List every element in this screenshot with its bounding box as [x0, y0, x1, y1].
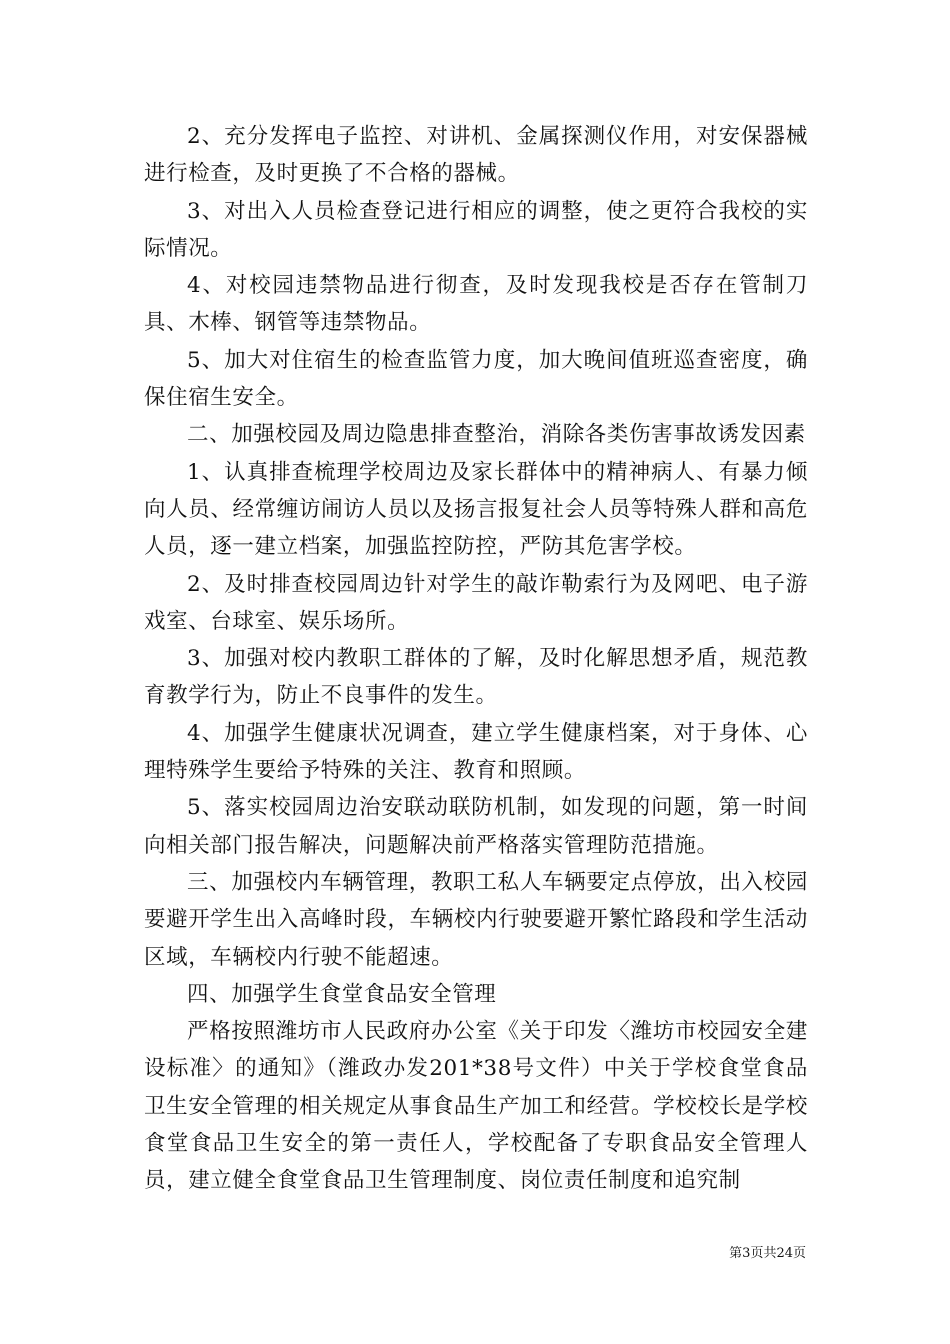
paragraph: 3、加强对校内教职工群体的了解，及时化解思想矛盾，规范教育教学行为，防止不良事件的发生。: [144, 646, 808, 709]
section-heading: 三、加强校内车辆管理，教职工私人车辆要定点停放，出入校园要避开学生出入高峰时段，车辆校内行驶要避开繁忙路段和学生活动区域，车辆校内行驶不能超速。: [144, 869, 808, 970]
paragraph: 4、对校园违禁物品进行彻查，及时发现我校是否存在管制刀具、木棒、钢管等违禁物品。: [144, 273, 808, 336]
paragraph: 2、及时排查校园周边针对学生的敲诈勒索行为及网吧、电子游戏室、台球室、娱乐场所。: [144, 571, 808, 634]
document-body: [144, 118, 808, 1200]
paragraph: 1、认真排查梳理学校周边及家长群体中的精神病人、有暴力倾向人员、经常缠访闹访人员以及扬言报复社会人员等特殊人群和高危人员，逐一建立档案，加强监控防控，严防其危害学校。: [144, 459, 808, 560]
paragraph: 严格按照潍坊市人民政府办公室《关于印发〈潍坊市校园安全建设标准〉的通知》（潍政办发201*38号文件）中关于学校食堂食品卫生安全管理的相关规定从事食品生产加工和经营。学校校长是学校食堂食品卫生安全的第一责任人，学校配备了专职食品安全管理人员，建立健全食堂食品卫生管理制度、岗位责任制度和追究制: [144, 1019, 808, 1194]
paragraph: 2、充分发挥电子监控、对讲机、金属探测仪作用，对安保器械进行检查，及时更换了不合格的器械。: [144, 124, 808, 187]
paragraph: 4、加强学生健康状况调查，建立学生健康档案，对于身体、心理特殊学生要给予特殊的关注、教育和照顾。: [144, 720, 808, 784]
page-number: 第3页共24页: [729, 1246, 806, 1261]
section-heading: 四、加强学生食堂食品安全管理: [187, 981, 497, 1007]
section-heading: 二、加强校园及周边隐患排查整治，消除各类伤害事故诱发因素: [187, 422, 806, 448]
paragraph: 3、对出入人员检查登记进行相应的调整，使之更符合我校的实际情况。: [144, 198, 808, 261]
paragraph: 5、加大对住宿生的检查监管力度，加大晚间值班巡查密度，确保住宿生安全。: [144, 347, 808, 411]
paragraph: 5、落实校园周边治安联动联防机制，如发现的问题，第一时间向相关部门报告解决，问题解决前严格落实管理防范措施。: [144, 795, 808, 858]
